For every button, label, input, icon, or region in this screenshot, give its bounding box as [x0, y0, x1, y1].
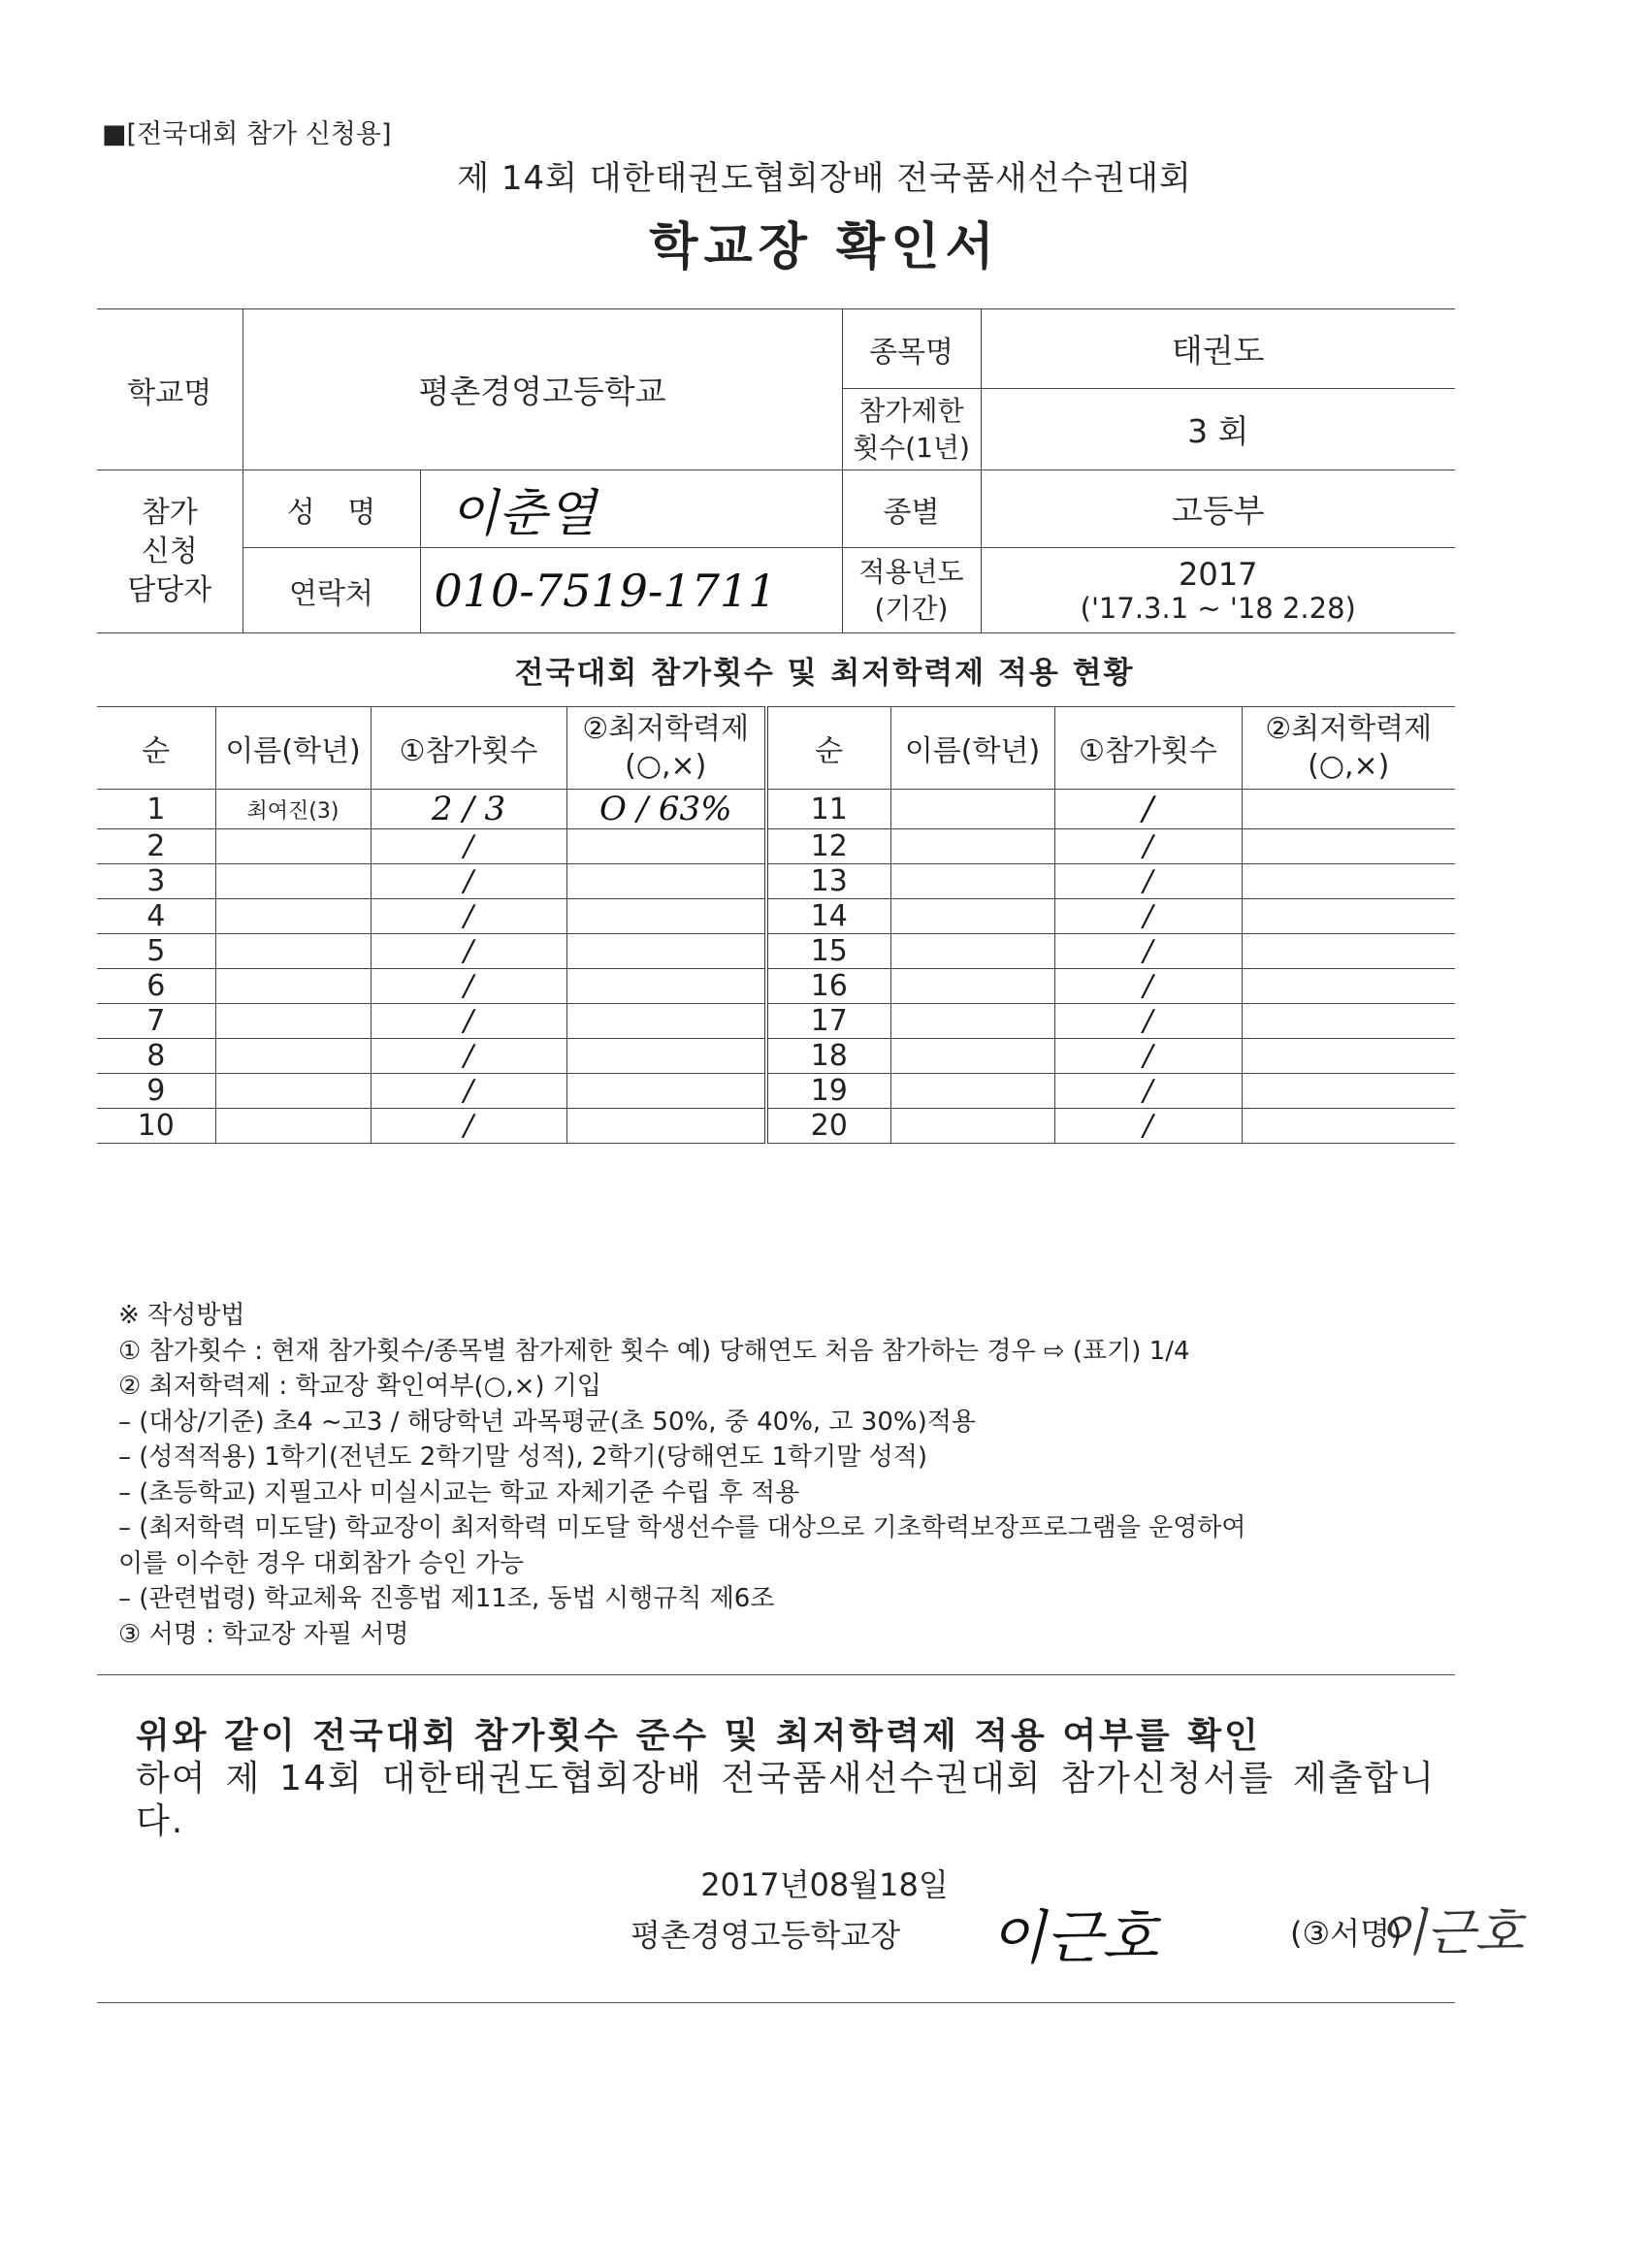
- roster-no: 20: [766, 1109, 890, 1144]
- participation-limit-value: 3 회: [981, 389, 1455, 470]
- table-row: [97, 829, 1455, 864]
- table-row: [97, 790, 1455, 829]
- participation-limit-label: 참가제한 횟수(1년): [842, 389, 981, 470]
- roster-name: [215, 969, 371, 1004]
- school-name-value: 평촌경영고등학교: [242, 309, 842, 470]
- roster-name: [890, 1039, 1054, 1074]
- manager-label: 참가 신청 담당자: [97, 470, 242, 633]
- table-row: [97, 934, 1455, 969]
- header-count: ①참가횟수: [1054, 707, 1242, 790]
- applicant-info-table: [97, 308, 1455, 633]
- declaration: [136, 1715, 1436, 1843]
- roster-no: 2: [97, 829, 215, 864]
- roster-name: [890, 1074, 1054, 1109]
- roster-count: /: [371, 969, 566, 1004]
- roster-min-grade: [1242, 1109, 1455, 1144]
- roster-no: 16: [766, 969, 890, 1004]
- roster-min-grade: [566, 899, 766, 934]
- manager-name-label: 성 명: [242, 470, 420, 548]
- declaration-line-2: 하여 제 14회 대한태권도협회장배 전국품새선수권대회 참가신청서를 제출합니다.: [136, 1759, 1436, 1841]
- roster-count: /: [371, 1074, 566, 1109]
- roster-no: 14: [766, 899, 890, 934]
- table-row: [97, 1109, 1455, 1144]
- roster-min-grade: [566, 969, 766, 1004]
- instruction-line: – (성적적용) 1학기(전년도 2학기말 성적), 2학기(당해연도 1학기말 성적): [118, 1442, 928, 1472]
- roster-count: /: [1054, 1039, 1242, 1074]
- document-title: 학교장 확인서: [649, 218, 1000, 276]
- division-value: 고등부: [981, 470, 1455, 548]
- signature-mark-label: (③서명): [1290, 1915, 1403, 1952]
- roster-name: [215, 1109, 371, 1144]
- header-name: 이름(학년): [215, 707, 371, 790]
- roster-name: [890, 969, 1054, 1004]
- participation-table: [97, 706, 1455, 1144]
- form-type-tag: ■[전국대회 참가 신청용]: [102, 119, 392, 149]
- principal-title: 평촌경영고등학교장: [630, 1917, 901, 1954]
- roster-name: [890, 864, 1054, 899]
- roster-no: 7: [97, 1004, 215, 1039]
- roster-min-grade: [1242, 969, 1455, 1004]
- roster-min-grade: [1242, 899, 1455, 934]
- roster-name: [215, 1004, 371, 1039]
- manager-name-value: 이춘열: [420, 470, 842, 548]
- instruction-line: – (초등학교) 지필고사 미실시교는 학교 자체기준 수립 후 적용: [118, 1477, 800, 1507]
- roster-no: 8: [97, 1039, 215, 1074]
- event-label: 종목명: [842, 309, 981, 389]
- instruction-line: ② 최저학력제 : 학교장 확인여부(○,×) 기입: [118, 1372, 602, 1401]
- manager-contact-label: 연락처: [242, 548, 420, 633]
- table-row: [97, 864, 1455, 899]
- roster-name: [215, 1039, 371, 1074]
- header-min-grade: ②최저학력제 (○,×): [566, 707, 766, 790]
- roster-name: [215, 934, 371, 969]
- instruction-line: ① 참가횟수 : 현재 참가횟수/종목별 참가제한 횟수 예) 당해연도 처음 참가하는 경우 ⇨ (표기) 1/4: [118, 1336, 1190, 1366]
- roster-no: 1: [97, 790, 215, 829]
- roster-min-grade: [566, 1039, 766, 1074]
- roster-no: 9: [97, 1074, 215, 1109]
- header-no: 순: [97, 707, 215, 790]
- period-label: 적용년도 (기간): [842, 548, 981, 633]
- instructions: [118, 1298, 1246, 1652]
- roster-count: /: [1054, 864, 1242, 899]
- roster-count: /: [371, 1004, 566, 1039]
- roster-count: /: [371, 899, 566, 934]
- roster-count: /: [1054, 1074, 1242, 1109]
- roster-count: /: [1054, 969, 1242, 1004]
- roster-min-grade: [1242, 790, 1455, 829]
- manager-contact-value: 010-7519-1711: [420, 548, 842, 633]
- roster-min-grade: [1242, 1039, 1455, 1074]
- instruction-line: ※ 작성방법: [118, 1301, 245, 1330]
- issue-date: 2017년08월18일: [700, 1866, 949, 1903]
- roster-no: 11: [766, 790, 890, 829]
- roster-min-grade: [566, 1074, 766, 1109]
- table-row: [97, 899, 1455, 934]
- roster-no: 18: [766, 1039, 890, 1074]
- period-year: 2017: [1179, 555, 1258, 593]
- table-row: [97, 1004, 1455, 1039]
- roster-name: [890, 934, 1054, 969]
- roster-name: [890, 1109, 1054, 1144]
- header-count: ①참가횟수: [371, 707, 566, 790]
- roster-count: /: [1054, 790, 1242, 829]
- roster-min-grade: [566, 934, 766, 969]
- roster-count: /: [1054, 829, 1242, 864]
- roster-count: 2 / 3: [371, 790, 566, 829]
- roster-name: [890, 899, 1054, 934]
- roster-min-grade: O / 63%: [566, 790, 766, 829]
- roster-name: [890, 829, 1054, 864]
- roster-count: /: [371, 864, 566, 899]
- roster-no: 4: [97, 899, 215, 934]
- roster-name: [215, 1074, 371, 1109]
- roster-count: /: [371, 1039, 566, 1074]
- roster-min-grade: [1242, 864, 1455, 899]
- roster-no: 6: [97, 969, 215, 1004]
- roster-count: /: [1054, 1004, 1242, 1039]
- period-range: ('17.3.1 ~ '18 2.28): [1080, 591, 1356, 625]
- roster-name: [890, 790, 1054, 829]
- roster-count: /: [1054, 934, 1242, 969]
- roster-no: 5: [97, 934, 215, 969]
- roster-min-grade: [1242, 829, 1455, 864]
- roster-no: 12: [766, 829, 890, 864]
- roster-count: /: [371, 934, 566, 969]
- roster-name: [215, 829, 371, 864]
- school-name-label: 학교명: [97, 309, 242, 470]
- table-row: [97, 969, 1455, 1004]
- table-row: [97, 1039, 1455, 1074]
- roster-no: 17: [766, 1004, 890, 1039]
- roster-min-grade: [566, 1004, 766, 1039]
- section-title: 전국대회 참가횟수 및 최저학력제 적용 현황: [514, 656, 1135, 691]
- roster-no: 10: [97, 1109, 215, 1144]
- header-no: 순: [766, 707, 890, 790]
- roster-min-grade: [566, 1109, 766, 1144]
- roster-no: 13: [766, 864, 890, 899]
- instruction-line: ③ 서명 : 학교장 자필 서명: [118, 1619, 409, 1649]
- division-label: 종별: [842, 470, 981, 548]
- header-name: 이름(학년): [890, 707, 1054, 790]
- roster-min-grade: [1242, 1004, 1455, 1039]
- declaration-line-1: 위와 같이 전국대회 참가횟수 준수 및 최저학력제 적용 여부를 확인: [136, 1716, 1261, 1756]
- roster-name: 최여진(3): [215, 790, 371, 829]
- roster-count: /: [371, 1109, 566, 1144]
- principal-signature: 이근호: [989, 1904, 1158, 1972]
- roster-no: 15: [766, 934, 890, 969]
- roster-min-grade: [1242, 934, 1455, 969]
- roster-no: 19: [766, 1074, 890, 1109]
- header-min-grade: ②최저학력제 (○,×): [1242, 707, 1455, 790]
- period-cell: [981, 548, 1455, 633]
- roster-min-grade: [566, 829, 766, 864]
- roster-count: /: [371, 829, 566, 864]
- competition-title: 제 14회 대한태권도협회장배 전국품새선수권대회: [457, 159, 1192, 198]
- instruction-line: – (관련법령) 학교체육 진흥법 제11조, 동법 시행규칙 제6조: [118, 1584, 775, 1613]
- event-value: 태권도: [981, 309, 1455, 389]
- instruction-line: – (대상/기준) 초4 ~고3 / 해당학년 과목평균(초 50%, 중 40%, 고 30%)적용: [118, 1407, 976, 1437]
- divider: [97, 2002, 1455, 2003]
- instruction-line: – (최저학력 미도달) 학교장이 최저학력 미도달 학생선수를 대상으로 기초학력보장프로그램을 운영하여: [118, 1513, 1246, 1542]
- roster-name: [890, 1004, 1054, 1039]
- participation-rows: [97, 790, 1455, 1144]
- roster-min-grade: [1242, 1074, 1455, 1109]
- table-row: [97, 1074, 1455, 1109]
- roster-count: /: [1054, 1109, 1242, 1144]
- divider: [97, 1674, 1455, 1675]
- roster-name: [215, 864, 371, 899]
- signature-over-mark: 이근호: [1377, 1904, 1524, 1962]
- roster-name: [215, 899, 371, 934]
- instruction-line: 이를 이수한 경우 대회참가 승인 가능: [118, 1548, 525, 1578]
- roster-min-grade: [566, 864, 766, 899]
- roster-count: /: [1054, 899, 1242, 934]
- roster-no: 3: [97, 864, 215, 899]
